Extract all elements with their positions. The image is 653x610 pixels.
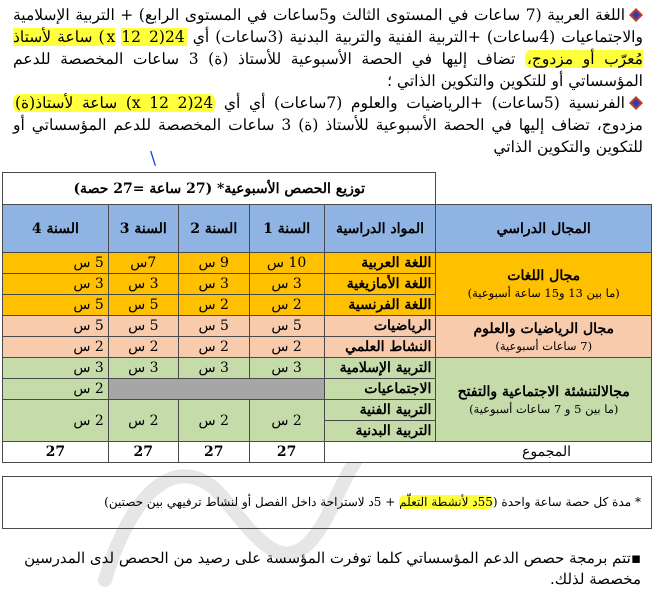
footnote-box (2, 476, 652, 529)
table-row: الاجتماعيات 2 س (3, 379, 652, 400)
diamond-bullet-icon (629, 8, 643, 22)
subject-cell: اللغة الأمازيغية (324, 274, 436, 295)
header-year1: السنة 1 (249, 205, 324, 253)
table-row: اللغة الأمازيغية 3 س 3 س 3 س 3 س (3, 274, 652, 295)
header-year2: السنة 2 (178, 205, 249, 253)
para1-highlight: 24(2 x (106, 28, 185, 46)
header-subject: المواد الدراسية (324, 205, 436, 253)
table-row: التربية الفنية 2 س 2 س 2 س 2 س (3, 400, 652, 421)
table-row: مجال الرياضيات والعلوم (7 ساعات أسبوعية) الرياضيات 5 س 5 س 5 س 5 س (3, 316, 652, 337)
subject-cell: التربية البدنية (324, 421, 436, 442)
paragraph-arabic-teacher (13, 4, 643, 92)
total-row: المجموع 27 27 27 27 (3, 442, 652, 463)
diamond-bullet-icon (629, 96, 643, 110)
table-row: مجال اللغات (ما بين 13 و15 ساعة أسبوعية) اللغة العربية 10 س 9 س 7س 5 س (3, 253, 652, 274)
subject-cell: التربية الفنية (324, 400, 436, 421)
para2-text-segment: مزدوج، تضاف إليها في الحصة الأسبوعية للأستاذ (ة) 3 ساعات المخصصة للدعم المؤسساتي أو للتكوين والتكوين الذاتي (13, 116, 643, 156)
table-row: النشاط العلمي 2 س 2 س 2 س 2 س (3, 337, 652, 358)
paragraph-french-teacher (13, 92, 643, 158)
footnote-after: + 5د لاستراحة داخل الفصل أو لنشاط ترفيهي بين حصتين) (104, 495, 400, 509)
domain-social: مجالالتنشئة الاجتماعية والتفتح (ما بين 5 و 7 ساعات أسبوعية) (436, 358, 652, 442)
subject-cell: اللغة العربية (324, 253, 436, 274)
para2-text-segment: الفرنسية (5ساعات) +الرياضيات والعلوم (7ساعات) أي أي (215, 94, 625, 112)
domain-math-science: مجال الرياضيات والعلوم (7 ساعات أسبوعية) (436, 316, 652, 358)
empty-gray-cell (108, 379, 324, 400)
hand-mark: \ (150, 148, 157, 169)
domain-languages: مجال اللغات (ما بين 13 و15 ساعة أسبوعية) (436, 253, 652, 316)
table-title: توزيع الحصص الأسبوعية* (27 ساعة =27 حصة) (3, 173, 436, 205)
para2-text (13, 94, 643, 156)
header-year4: السنة 4 (3, 205, 109, 253)
footnote-star: * (635, 495, 641, 509)
subject-cell: اللغة الفرنسية (324, 295, 436, 316)
table-row: مجالالتنشئة الاجتماعية والتفتح (ما بين 5 و 7 ساعات أسبوعية) التربية الإسلامية 3 س 3 س 3 س 3 س (3, 358, 652, 379)
para1-text-segment: اللغة العربية (7 ساعات في المستوى الثالث و5ساعات في المستوى الرابع) + التربية الإسلامية والاجتماعيات (4ساعات) +التربية الفنية والتربية البدنية (3ساعات) أي (13, 6, 643, 46)
subject-cell: الرياضيات (324, 316, 436, 337)
subject-cell: الاجتماعيات (324, 379, 436, 400)
subject-cell: التربية الإسلامية (324, 358, 436, 379)
support-paragraph: ▪تتم برمجة حصص الدعم المؤسساتي كلما توفرت المؤسسة على رصيد من الحصص لدى المدرسين مخصصة لذلك. (24, 549, 641, 588)
weekly-distribution-table (2, 172, 652, 463)
para1-highlight: 12) ساعة لأستاذ مُعرّب أو مزدوج، (13, 28, 643, 68)
header-domain: المجال الدراسي (436, 205, 652, 253)
footnote-highlight: 55د لأنشطة التعلّم (399, 495, 493, 509)
subject-cell: النشاط العلمي (324, 337, 436, 358)
total-label: المجموع (324, 442, 651, 463)
footnote-before: مدة كل حصة ساعة واحدة ( (492, 495, 632, 509)
para1-text (13, 6, 643, 90)
para2-highlight: 24(2 x 12) ساعة لأستاذ(ة) (15, 94, 214, 112)
table-row: اللغة الفرنسية 2 س 2 س 5 س 5 س (3, 295, 652, 316)
para1-text-segment: تضاف إليها في الحصة الأسبوعية للأستاذ (ة) 3 ساعات المخصصة للدعم المؤسساتي أو للتكوين والتكوين الذاتي ؛ (13, 50, 643, 90)
header-year3: السنة 3 (108, 205, 178, 253)
